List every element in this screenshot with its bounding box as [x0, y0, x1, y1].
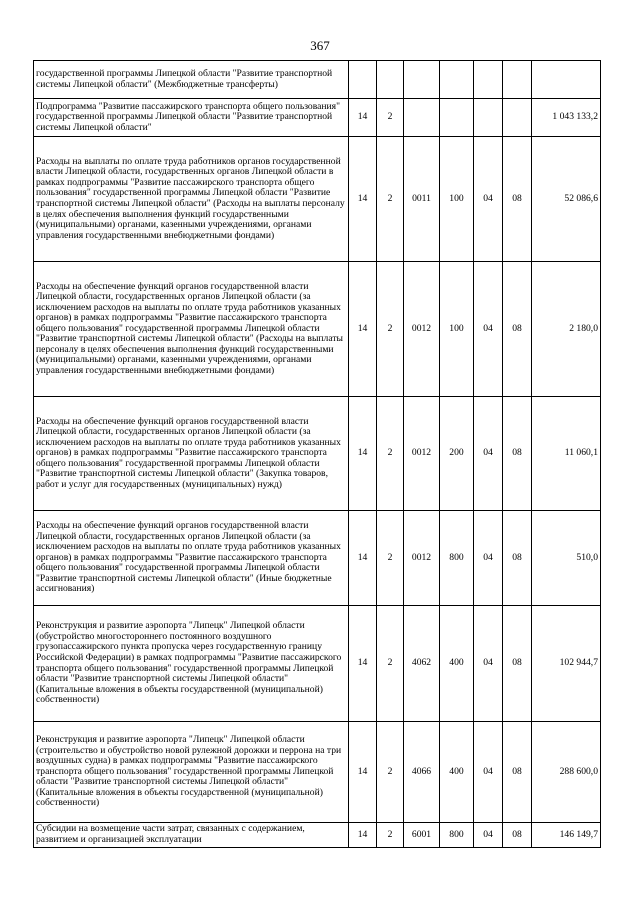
cell-rz: 2 [377, 262, 404, 397]
cell-rz: 2 [377, 722, 404, 823]
cell-sum: 146 149,7 [532, 823, 601, 848]
cell-gr: 14 [349, 137, 377, 262]
cell-gr: 14 [349, 511, 377, 606]
table-row [34, 397, 601, 511]
cell-rz: 2 [377, 137, 404, 262]
cell-p2: 08 [503, 397, 532, 511]
row-description: Подпрограмма "Развитие пассажирского транспорта общего пользования" государственной программы Липецкой области "Развитие транспортной системы Липецкой области" [34, 99, 349, 137]
cell-sum: 1 043 133,2 [532, 99, 601, 137]
cell-vr: 800 [440, 511, 474, 606]
cell-p2 [503, 61, 532, 99]
row-description: Субсидии на возмещение части затрат, связанных с содержанием, развитием и организацией эксплуатации [34, 823, 349, 848]
cell-rz: 2 [377, 606, 404, 722]
cell-gr: 14 [349, 262, 377, 397]
cell-sum: 102 944,7 [532, 606, 601, 722]
cell-rz: 2 [377, 99, 404, 137]
row-description: Расходы на выплаты по оплате труда работников органов государственной власти Липецкой области, государственных органов Липецкой области в рамках подпрограммы "Развитие пассажирского транспорта общего пользования" государственной программы Липецкой области "Развитие транспортной системы Липецкой области" (Расходы на выплаты персоналу в целях обеспечения выполнения функций государственными (муниципальными) органами, казенными учреждениями, органами управления государственными внебюджетными фондами) [34, 137, 349, 262]
row-description: Расходы на обеспечение функций органов государственной власти Липецкой области, государственных органов Липецкой области (за исключением расходов на выплаты по оплате труда работников указанных органов) в рамках подпрограммы "Развитие пассажирского транспорта общего пользования" государственной программы Липецкой области "Развитие транспортной системы Липецкой области" (Иные бюджетные ассигнования) [34, 511, 349, 606]
cell-p2: 08 [503, 511, 532, 606]
row-description: Расходы на обеспечение функций органов государственной власти Липецкой области, государственных органов Липецкой области (за исключением расходов на выплаты по оплате труда работников указанных органов) в рамках подпрограммы "Развитие пассажирского транспорта общего пользования" государственной программы Липецкой области "Развитие транспортной системы Липецкой области" (Закупка товаров, работ и услуг для государственных (муниципальных) нужд) [34, 397, 349, 511]
cell-csr: 0012 [404, 262, 440, 397]
cell-sum: 288 600,0 [532, 722, 601, 823]
cell-vr [440, 99, 474, 137]
cell-sum [532, 61, 601, 99]
table-row [34, 606, 601, 722]
cell-csr [404, 99, 440, 137]
cell-gr: 14 [349, 722, 377, 823]
row-description: Реконструкция и развитие аэропорта "Липецк" Липецкой области (обустройство многостороннего постоянного воздушного грузопассажирского пункта пропуска через государственную границу Российской Федерации) в рамках подпрограммы "Развитие пассажирского транспорта общего пользования" государственной программы Липецкой области "Развитие транспортной системы Липецкой области" (Капитальные вложения в объекты государственной (муниципальной) собственности) [34, 606, 349, 722]
cell-vr: 800 [440, 823, 474, 848]
page-number: 367 [310, 38, 330, 53]
cell-gr [349, 61, 377, 99]
row-description: государственной программы Липецкой области "Развитие транспортной системы Липецкой области" (Межбюджетные трансферты) [34, 61, 349, 99]
cell-gr: 14 [349, 99, 377, 137]
cell-vr: 200 [440, 397, 474, 511]
table-row [34, 61, 601, 99]
cell-sum: 52 086,6 [532, 137, 601, 262]
table-row [34, 722, 601, 823]
cell-rz: 2 [377, 511, 404, 606]
cell-sum: 2 180,0 [532, 262, 601, 397]
cell-gr: 14 [349, 823, 377, 848]
table-row [34, 511, 601, 606]
cell-csr: 4062 [404, 606, 440, 722]
cell-p1 [474, 99, 503, 137]
cell-p1: 04 [474, 262, 503, 397]
cell-csr: 0012 [404, 511, 440, 606]
table-row [34, 137, 601, 262]
cell-vr: 100 [440, 137, 474, 262]
table-row [34, 99, 601, 137]
cell-p2: 08 [503, 722, 532, 823]
cell-csr: 6001 [404, 823, 440, 848]
cell-p2: 08 [503, 137, 532, 262]
cell-p1: 04 [474, 397, 503, 511]
cell-sum: 510,0 [532, 511, 601, 606]
cell-p1: 04 [474, 606, 503, 722]
row-description: Реконструкция и развитие аэропорта "Липецк" Липецкой области (строительство и обустройство новой рулежной дорожки и перрона на три воздушных судна) в рамках подпрограммы "Развитие пассажирского транспорта общего пользования" государственной программы Липецкой области "Развитие транспортной системы Липецкой области" (Капитальные вложения в объекты государственной (муниципальной) собственности) [34, 722, 349, 823]
table-row [34, 262, 601, 397]
cell-csr: 0011 [404, 137, 440, 262]
cell-p1: 04 [474, 722, 503, 823]
table-row [34, 823, 601, 848]
cell-vr: 400 [440, 606, 474, 722]
cell-p2: 08 [503, 262, 532, 397]
cell-sum: 11 060,1 [532, 397, 601, 511]
row-description: Расходы на обеспечение функций органов государственной власти Липецкой области, государственных органов Липецкой области (за исключением расходов на выплаты по оплате труда работников указанных органов) в рамках подпрограммы "Развитие пассажирского транспорта общего пользования" государственной программы Липецкой области "Развитие транспортной системы Липецкой области" (Расходы на выплаты персоналу в целях обеспечения выполнения функций государственными (муниципальными) органами, казенными учреждениями, органами управления государственными внебюджетными фондами) [34, 262, 349, 397]
cell-vr: 100 [440, 262, 474, 397]
cell-csr: 0012 [404, 397, 440, 511]
cell-p2: 08 [503, 606, 532, 722]
cell-p1: 04 [474, 823, 503, 848]
cell-vr [440, 61, 474, 99]
cell-p2: 08 [503, 823, 532, 848]
cell-p1: 04 [474, 511, 503, 606]
cell-rz [377, 61, 404, 99]
cell-gr: 14 [349, 397, 377, 511]
cell-rz: 2 [377, 397, 404, 511]
cell-vr: 400 [440, 722, 474, 823]
cell-rz: 2 [377, 823, 404, 848]
cell-csr: 4066 [404, 722, 440, 823]
cell-p1: 04 [474, 137, 503, 262]
cell-csr [404, 61, 440, 99]
cell-gr: 14 [349, 606, 377, 722]
cell-p2 [503, 99, 532, 137]
cell-p1 [474, 61, 503, 99]
budget-table [33, 60, 601, 848]
